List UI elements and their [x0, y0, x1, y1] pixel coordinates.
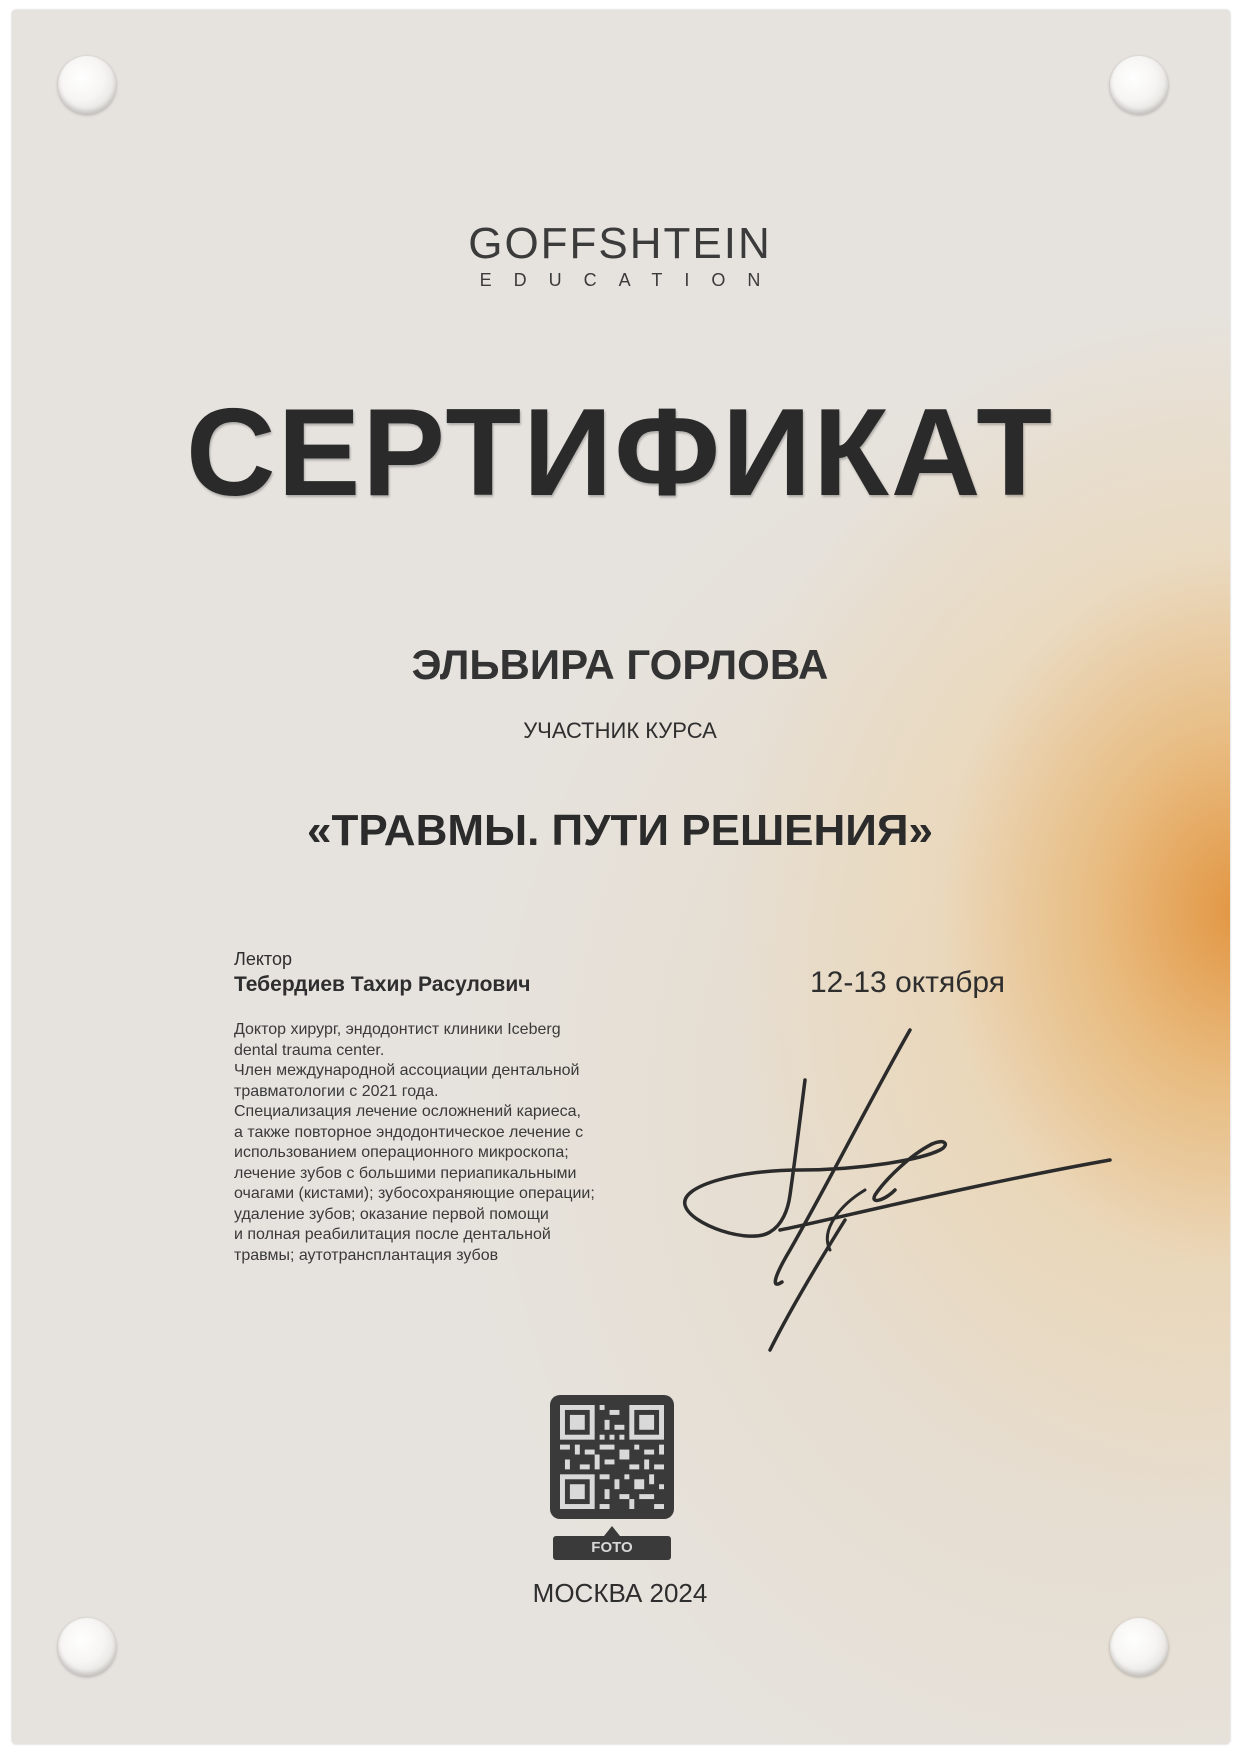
brand-logo-main: GOFFSHTEIN [468, 219, 772, 268]
bio-line: очагами (кистами); зубосохраняющие операции; [234, 1185, 595, 1202]
bio-line: лечение зубов с большими периапикальными [234, 1164, 577, 1182]
qr-label-arrow [604, 1526, 620, 1536]
mounting-hole-bottom-right [1110, 1618, 1168, 1676]
bio-line: а также повторное эндодонтическое лечение с [234, 1123, 584, 1141]
mounting-hole-bottom-left [58, 1618, 116, 1676]
certificate-title: СЕРТИФИКАТ [186, 384, 1054, 522]
bio-line: и полная реабилитация после дентальной [234, 1226, 551, 1243]
lecturer-bio [234, 1020, 654, 1266]
bio-line: удаление зубов; оказание первой помощи [234, 1205, 549, 1223]
course-title: «ТРАВМЫ. ПУТИ РЕШЕНИЯ» [306, 806, 934, 855]
brand-logo-sub: EDUCATION [479, 270, 783, 290]
bio-line: dental trauma center. [234, 1041, 385, 1059]
brand-logo [0, 219, 1240, 291]
bio-line: травмы; аутотрансплантация зубов [234, 1246, 499, 1264]
participant-role: УЧАСТНИК КУРСА [523, 718, 717, 743]
course-date: 12-13 октября [810, 966, 1005, 999]
bio-line: Доктор хирург, эндодонтист клиники Iceberg [234, 1021, 561, 1038]
signature [670, 1020, 1130, 1370]
mounting-hole-top-left [58, 56, 116, 114]
qr-label: FOTO [553, 1536, 671, 1560]
bio-line: Специализация лечение осложнений кариеса, [234, 1103, 581, 1120]
mounting-hole-top-right [1110, 56, 1168, 114]
qr-code[interactable] [550, 1395, 674, 1519]
bio-line: травматологии с 2021 года. [234, 1082, 439, 1100]
recipient-name: ЭЛЬВИРА ГОРЛОВА [411, 641, 829, 688]
qr-code-pattern [560, 1405, 664, 1509]
lecturer-label: Лектор [234, 949, 292, 969]
lecturer-name: Тебердиев Тахир Расулович [234, 973, 531, 996]
bio-line: использованием операционного микроскопа; [234, 1144, 569, 1161]
city-year: МОСКВА 2024 [532, 1578, 708, 1608]
lecturer-block [234, 948, 654, 1266]
bio-line: Член международной ассоциации дентальной [234, 1062, 580, 1079]
